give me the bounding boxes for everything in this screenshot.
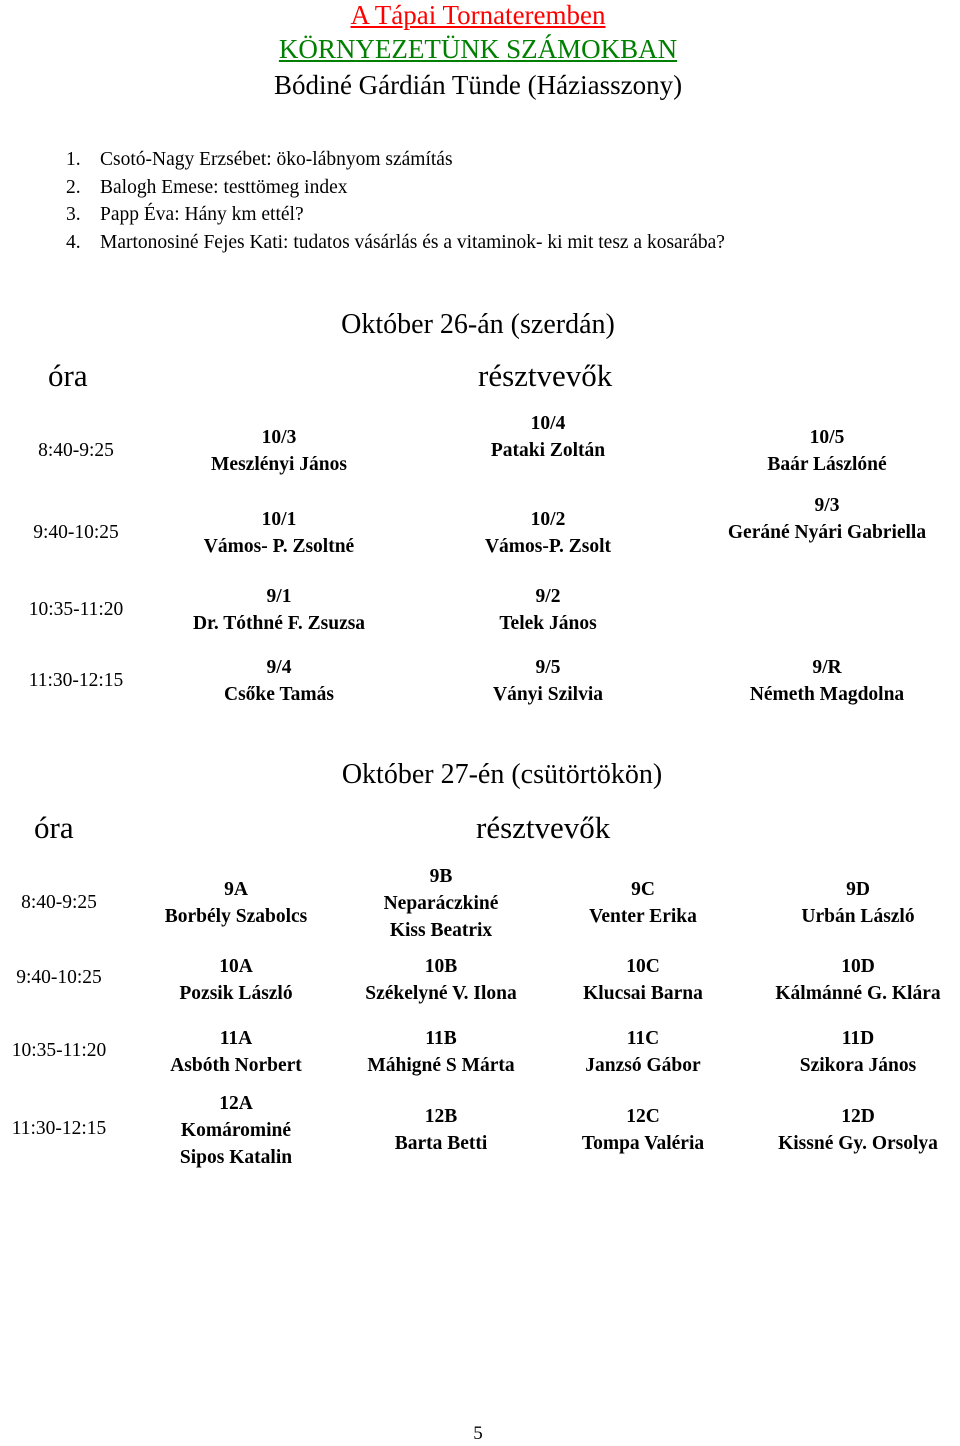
day2-participants-heading: résztvevők [476, 810, 611, 845]
day1-cell: 10/2 Vámos-P. Zsolt [484, 509, 612, 557]
page-number: 5 [473, 1423, 483, 1444]
day1-time-slot: 10:35-11:20 [28, 599, 124, 620]
day2-cell: 10A Pozsik László [179, 956, 293, 1004]
page-subtitle: KÖRNYEZETÜNK SZÁMOKBAN [278, 34, 678, 64]
list-item: 1. Csotó-Nagy Erzsébet: öko-lábnyom számítás [66, 149, 453, 170]
day1-cell: 10/3 Meszlényi János [211, 427, 347, 475]
day1-cell: 9/1 Dr. Tóthné F. Zsuzsa [192, 586, 366, 634]
page-author: Bódiné Gárdián Tünde (Háziasszony) [273, 70, 683, 100]
day1-cell: 9/4 Csőke Tamás [224, 657, 334, 705]
day2-time-slot: 11:30-12:15 [11, 1118, 107, 1139]
day1-participants-heading: résztvevők [478, 358, 613, 393]
day1-cell: 10/4 Pataki Zoltán [490, 413, 606, 461]
day2-cell: 12B Barta Betti [394, 1106, 488, 1154]
day2-ora-heading: óra [34, 810, 74, 845]
day1-time-slot: 11:30-12:15 [28, 670, 124, 691]
day1-cell: 9/5 Ványi Szilvia [493, 657, 603, 705]
day2-cell: 11A Asbóth Norbert [170, 1028, 302, 1076]
day2-cell: 9A Borbély Szabolcs [164, 879, 308, 927]
day2-cell: 9B Neparáczkiné Kiss Beatrix [383, 866, 499, 941]
day1-cell: 10/5 Baár Lászlóné [767, 427, 887, 475]
day2-cell: 11B Máhigné S Márta [367, 1028, 515, 1076]
day2-cell: 10B Székelyné V. Ilona [365, 956, 517, 1004]
day2-cell: 9C Venter Erika [589, 879, 697, 927]
list-item: 4. Martonosiné Fejes Kati: tudatos vásárlás és a vitaminok- ki mit tesz a kosarába? [66, 231, 725, 253]
day1-ora-heading: óra [48, 358, 88, 393]
list-item: 3. Papp Éva: Hány km ettél? [66, 204, 304, 225]
day1-time-slot: 9:40-10:25 [33, 522, 119, 543]
day1-cell: 10/1 Vámos- P. Zsoltné [203, 509, 355, 557]
day1-cell: 9/3 Geráné Nyári Gabriella [727, 495, 927, 543]
day2-date-heading: Október 27-én (csütörtökön) [341, 759, 663, 790]
day2-cell: 12A Komárominé Sipos Katalin [179, 1093, 293, 1168]
day1-date-heading: Október 26-án (szerdán) [341, 309, 615, 340]
page-title: A Tápai Tornateremben [350, 0, 606, 30]
topic-list [66, 146, 725, 256]
day2-cell: 11C Janzsó Gábor [585, 1028, 701, 1076]
day2-time-slot: 9:40-10:25 [16, 967, 102, 988]
day1-time-slot: 8:40-9:25 [38, 440, 114, 461]
day2-time-slot: 10:35-11:20 [11, 1040, 107, 1061]
day2-cell: 11D Szikora János [799, 1028, 917, 1076]
day1-cell: 9/R Németh Magdolna [749, 657, 905, 705]
day2-cell: 10D Kálmánné G. Klára [775, 956, 941, 1004]
day2-cell: 12C Tompa Valéria [581, 1106, 705, 1154]
day2-cell: 9D Urbán László [801, 879, 915, 927]
day2-time-slot: 8:40-9:25 [21, 892, 97, 913]
day2-cell: 12D Kissné Gy. Orsolya [778, 1106, 938, 1154]
list-item: 2. Balogh Emese: testtömeg index [66, 176, 348, 198]
day2-cell: 10C Klucsai Barna [583, 956, 703, 1004]
day1-cell: 9/2 Telek János [499, 586, 597, 634]
